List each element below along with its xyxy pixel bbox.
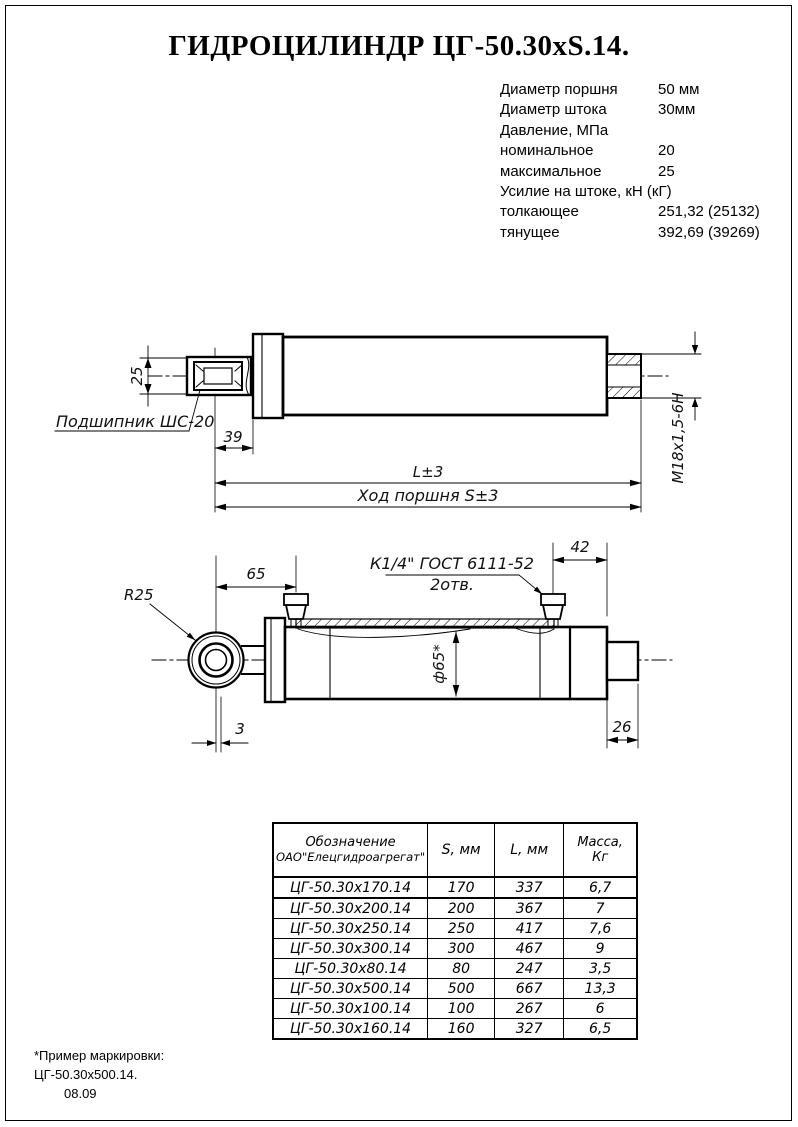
header-length: L, мм <box>495 823 564 877</box>
page-title: ГИДРОЦИЛИНДР ЦГ-50.30xS.14. <box>168 30 630 62</box>
cell-mass: 6,5 <box>564 1019 638 1040</box>
marking-note <box>34 1046 164 1103</box>
drawing-cylinder-extended <box>55 332 701 512</box>
dim-3-label: 3 <box>235 720 245 738</box>
cell-length: 337 <box>495 877 564 898</box>
rod-eye-front <box>189 633 244 688</box>
cell-mass: 9 <box>564 939 638 959</box>
cell-mass: 7,6 <box>564 919 638 939</box>
cell-stroke: 170 <box>428 877 495 898</box>
header-designation <box>273 823 428 877</box>
cell-mass: 7 <box>564 898 638 919</box>
radius-label: R25 <box>124 586 154 604</box>
dimension-stroke <box>215 486 641 507</box>
table-header-row <box>273 823 637 877</box>
dimension-3 <box>192 697 248 752</box>
table-row <box>273 1019 637 1040</box>
table-row <box>273 959 637 979</box>
dim-26-label: 26 <box>612 718 632 736</box>
cell-mass: 6 <box>564 999 638 1019</box>
cell-length: 417 <box>495 919 564 939</box>
spec-label: Диаметр поршня <box>500 81 618 98</box>
bearing-label: Подшипник ШС-20 <box>56 412 215 431</box>
cell-designation: ЦГ-50.30х170.14 <box>273 877 428 898</box>
spec-label: Усилие на штоке, кН (кГ) <box>500 183 672 201</box>
cell-stroke: 100 <box>428 999 495 1019</box>
gland-flange <box>253 334 283 418</box>
cell-mass: 3,5 <box>564 959 638 979</box>
threaded-rod-tip <box>607 354 641 398</box>
rod-eye <box>187 357 251 395</box>
dimension-26 <box>607 684 638 748</box>
cell-designation: ЦГ-50.30х160.14 <box>273 1019 428 1040</box>
thread-dimension <box>641 332 701 484</box>
port-label: К1/4" ГОСТ 6111-52 <box>370 554 534 573</box>
dim-25-label: 25 <box>128 366 146 386</box>
port-tube <box>296 619 554 628</box>
cell-designation: ЦГ-50.30х500.14 <box>273 979 428 999</box>
gland-flange <box>265 618 285 702</box>
cell-length: 367 <box>495 898 564 919</box>
dimension-65 <box>216 556 296 592</box>
cell-designation: ЦГ-50.30х250.14 <box>273 919 428 939</box>
cell-stroke: 80 <box>428 959 495 979</box>
dim-42-label: 42 <box>570 538 590 556</box>
cell-designation: ЦГ-50.30х300.14 <box>273 939 428 959</box>
cell-designation: ЦГ-50.30х80.14 <box>273 959 428 979</box>
model-table <box>272 822 638 1040</box>
spec-value: 50 мм <box>658 81 700 98</box>
header-mass-line1: Масса, <box>577 835 623 850</box>
cell-length: 267 <box>495 999 564 1019</box>
header-mass <box>564 823 638 877</box>
cell-stroke: 500 <box>428 979 495 999</box>
dim-65-label: 65 <box>246 565 266 583</box>
port-callout <box>370 554 542 594</box>
header-stroke: S, мм <box>428 823 495 877</box>
cell-mass: 6,7 <box>564 877 638 898</box>
radius-callout <box>124 586 195 640</box>
port-sublabel: 2отв. <box>430 575 474 594</box>
marking-note-line1: *Пример маркировки: <box>34 1048 165 1063</box>
spec-label: Давление, МПа <box>500 121 609 139</box>
cell-stroke: 250 <box>428 919 495 939</box>
cell-length: 667 <box>495 979 564 999</box>
header-mass-line2: Кг <box>592 850 609 865</box>
cell-stroke: 200 <box>428 898 495 919</box>
dimension-39 <box>215 420 253 454</box>
spec-value: 20 <box>658 142 675 160</box>
spec-value: 25 <box>658 162 675 180</box>
dim-length-label: L±3 <box>412 463 444 481</box>
thread-label: М18х1,5-6Н <box>669 392 687 484</box>
drawing-cylinder-retracted <box>124 538 672 752</box>
header-designation-line1: Обозначение <box>305 835 396 850</box>
cell-length: 247 <box>495 959 564 979</box>
cell-designation: ЦГ-50.30х100.14 <box>273 999 428 1019</box>
cell-stroke: 160 <box>428 1019 495 1040</box>
dia-65-label: ф65* <box>430 644 448 684</box>
header-designation-line2: ОАО"Елецгидроагрегат" <box>276 850 426 864</box>
marking-note-line2: ЦГ-50.30х500.14. <box>34 1067 138 1082</box>
cell-length: 327 <box>495 1019 564 1040</box>
table-row <box>273 898 637 919</box>
spec-value: 251,32 (25132) <box>658 203 760 221</box>
cell-mass: 13,3 <box>564 979 638 999</box>
spec-label: толкающее <box>500 203 579 221</box>
spec-label: тянущее <box>500 223 560 241</box>
cell-stroke: 300 <box>428 939 495 959</box>
table-row <box>273 979 637 999</box>
dim-stroke-label: Ход поршня S±3 <box>357 486 499 505</box>
spec-label: номинальное <box>500 142 594 160</box>
spec-label: максимальное <box>500 162 602 180</box>
rear-boss <box>607 642 638 680</box>
cylinder-body-outline <box>283 337 607 415</box>
table-row <box>273 877 637 898</box>
dim-39-label: 39 <box>223 428 243 446</box>
cell-designation: ЦГ-50.30х200.14 <box>273 898 428 919</box>
table-row <box>273 939 637 959</box>
table-row <box>273 999 637 1019</box>
spec-label: Диаметр штока <box>500 101 607 119</box>
marking-note-line3: 08.09 <box>64 1086 97 1101</box>
cell-length: 467 <box>495 939 564 959</box>
table-row <box>273 919 637 939</box>
spec-value: 30мм <box>658 101 696 119</box>
spec-value: 392,69 (39269) <box>658 223 760 241</box>
